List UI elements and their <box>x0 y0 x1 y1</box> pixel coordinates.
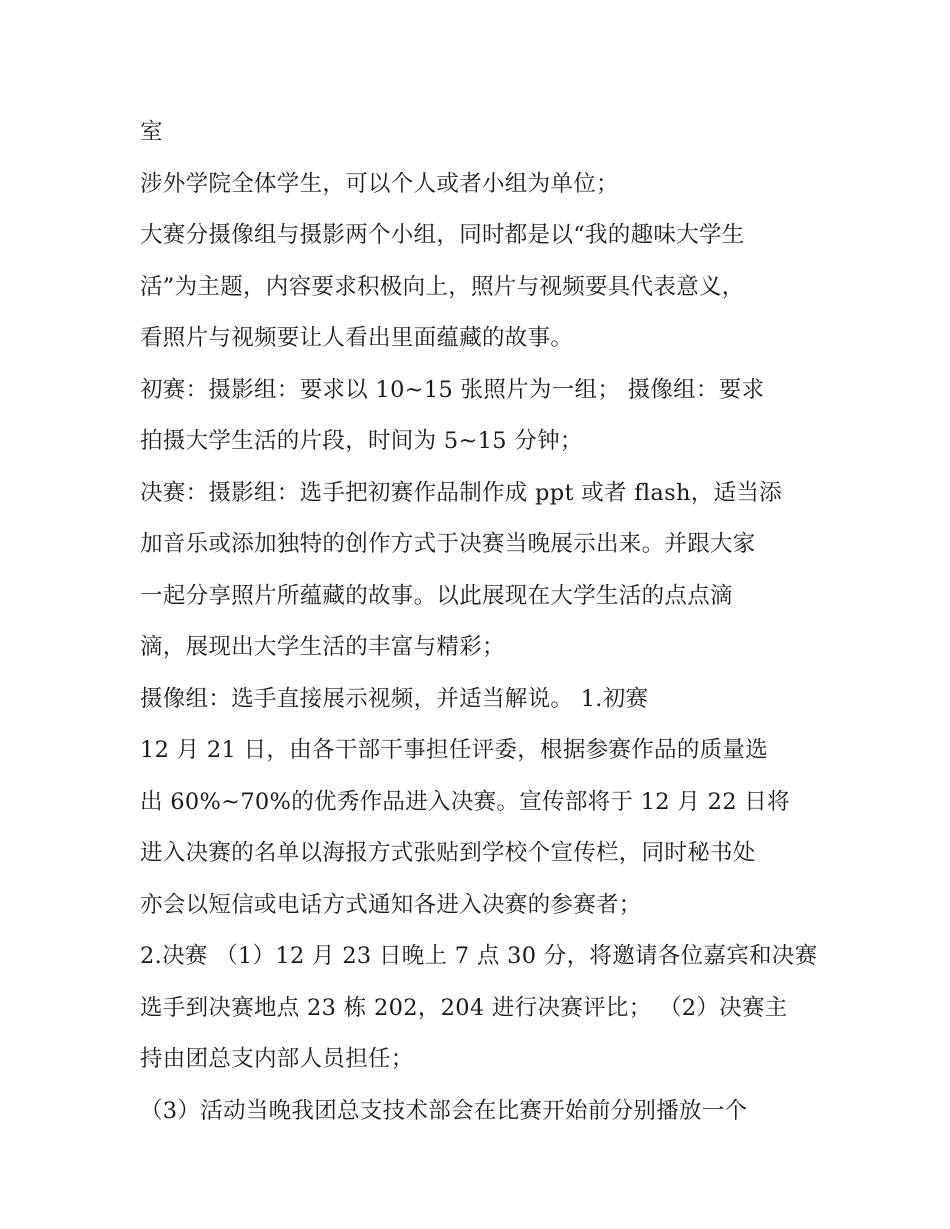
text-line: 初赛：摄影组：要求以 10~15 张照片为一组； 摄像组：要求 <box>140 376 765 403</box>
text-line: 决赛：摄影组：选手把初赛作品制作成 ppt 或者 flash，适当添 <box>140 479 782 506</box>
document-body <box>140 107 820 1137</box>
text-line: （3）活动当晚我团总支技术部会在比赛开始前分别播放一个 <box>140 1097 748 1124</box>
text-line: 涉外学院全体学生，可以个人或者小组为单位； <box>140 170 619 197</box>
text-line: 进入决赛的名单以海报方式张贴到学校个宣传栏，同时秘书处 <box>140 840 756 866</box>
text-line: 摄像组：选手直接展示视频，并适当解说。 1.初赛 <box>140 685 649 712</box>
text-line: 持由团总支内部人员担任； <box>140 1046 414 1072</box>
text-line: 滴，展现出大学生活的丰富与精彩； <box>140 634 505 660</box>
text-line: 活”为主题，内容要求积极向上，照片与视频要具代表意义， <box>140 273 745 300</box>
text-line: 一起分享照片所蕴藏的故事。以此展现在大学生活的点点滴 <box>140 582 733 609</box>
text-line: 大赛分摄像组与摄影两个小组，同时都是以“我的趣味大学生 <box>140 222 745 248</box>
text-line: 看照片与视频要让人看出里面蕴藏的故事。 <box>140 325 574 351</box>
text-line: 2.决赛 （1）12 月 23 日晚上 7 点 30 分，将邀请各位嘉宾和决赛 <box>140 943 818 969</box>
text-line: 室 <box>140 119 163 145</box>
text-line: 亦会以短信或电话方式通知各进入决赛的参赛者； <box>140 891 642 918</box>
text-line: 12 月 21 日，由各干部干事担任评委，根据参赛作品的质量选 <box>140 737 769 763</box>
text-line: 拍摄大学生活的片段，时间为 5~15 分钟； <box>140 428 583 454</box>
text-line: 加音乐或添加独特的创作方式于决赛当晚展示出来。并跟大家 <box>140 531 756 557</box>
text-line: 出 60%~70%的优秀作品进入决赛。宣传部将于 12 月 22 日将 <box>140 788 790 815</box>
text-line: 选手到决赛地点 23 栋 202，204 进行决赛评比； （2）决赛主 <box>140 994 788 1021</box>
